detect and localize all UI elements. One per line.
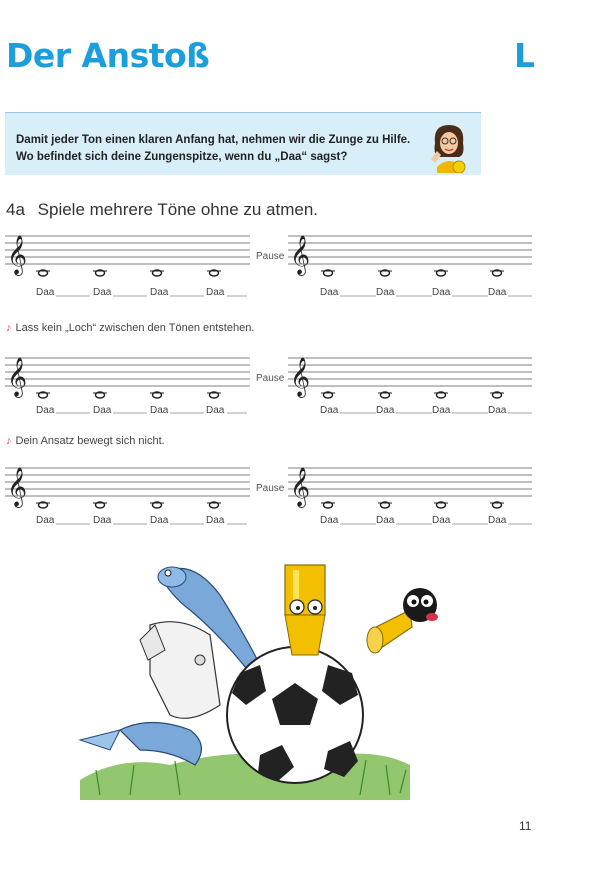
- syllable-label: Daa: [432, 515, 451, 526]
- task-heading: [6, 200, 318, 220]
- syllable-label: Daa: [432, 287, 451, 298]
- section-letter: L: [514, 36, 536, 75]
- syllable-label: Daa: [320, 287, 339, 298]
- syllable-label: Daa: [488, 405, 507, 416]
- info-text: Damit jeder Ton einen klaren Anfang hat, nehmen wir die Zunge zu Hilfe. Wo befindet sich deine Zungenspitze, wenn du „Daa“ sagst?: [16, 134, 411, 163]
- svg-text:𝄞: 𝄞: [7, 235, 28, 275]
- staff-right-2: [288, 354, 536, 404]
- staff-left-2: [5, 354, 255, 404]
- soccer-cartoon-illustration: [60, 555, 480, 810]
- syllable-label: Daa: [376, 515, 395, 526]
- syllable-label: Daa: [93, 405, 112, 416]
- page-number: 11: [519, 819, 532, 833]
- staff-right-1: [288, 232, 536, 282]
- syllable-underlines: [40, 516, 540, 526]
- staff-right-3: [288, 464, 536, 514]
- syllable-label: Daa: [488, 287, 507, 298]
- syllable-underlines: [40, 405, 540, 415]
- note-icon: ♪: [6, 435, 12, 447]
- syllable-label: Daa: [488, 515, 507, 526]
- svg-text:𝄞: 𝄞: [290, 235, 311, 275]
- page-title: Der Anstoß: [6, 36, 210, 75]
- syllable-underlines: [40, 288, 540, 298]
- syllable-label: Daa: [206, 405, 225, 416]
- syllable-label: Daa: [93, 515, 112, 526]
- syllable-label: Daa: [376, 287, 395, 298]
- info-box: [5, 112, 481, 175]
- svg-text:𝄞: 𝄞: [290, 357, 311, 397]
- trumpet-girl-icon: [429, 121, 475, 178]
- hint-2: [6, 435, 165, 447]
- syllable-label: Daa: [150, 515, 169, 526]
- task-number: 4a: [6, 200, 25, 219]
- pause-label: Pause: [256, 483, 285, 494]
- syllable-label: Daa: [206, 287, 225, 298]
- task-instruction: Spiele mehrere Töne ohne zu atmen.: [37, 200, 319, 219]
- staff-left-1: [5, 232, 255, 282]
- syllable-label: Daa: [36, 405, 55, 416]
- svg-text:𝄞: 𝄞: [7, 357, 28, 397]
- syllable-label: Daa: [206, 515, 225, 526]
- syllable-label: Daa: [320, 515, 339, 526]
- syllable-label: Daa: [36, 515, 55, 526]
- syllable-label: Daa: [432, 405, 451, 416]
- syllable-label: Daa: [320, 405, 339, 416]
- svg-text:𝄞: 𝄞: [7, 467, 28, 507]
- syllable-label: Daa: [93, 287, 112, 298]
- syllable-label: Daa: [376, 405, 395, 416]
- syllable-label: Daa: [36, 287, 55, 298]
- syllable-label: Daa: [150, 287, 169, 298]
- svg-text:𝄞: 𝄞: [290, 467, 311, 507]
- note-icon: ♪: [6, 322, 12, 334]
- syllable-label: Daa: [150, 405, 169, 416]
- pause-label: Pause: [256, 251, 285, 262]
- hint-1: [6, 322, 254, 334]
- hint-text: Dein Ansatz bewegt sich nicht.: [15, 435, 165, 447]
- hint-text: Lass kein „Loch“ zwischen den Tönen entstehen.: [15, 322, 255, 334]
- staff-left-3: [5, 464, 255, 514]
- pause-label: Pause: [256, 373, 285, 384]
